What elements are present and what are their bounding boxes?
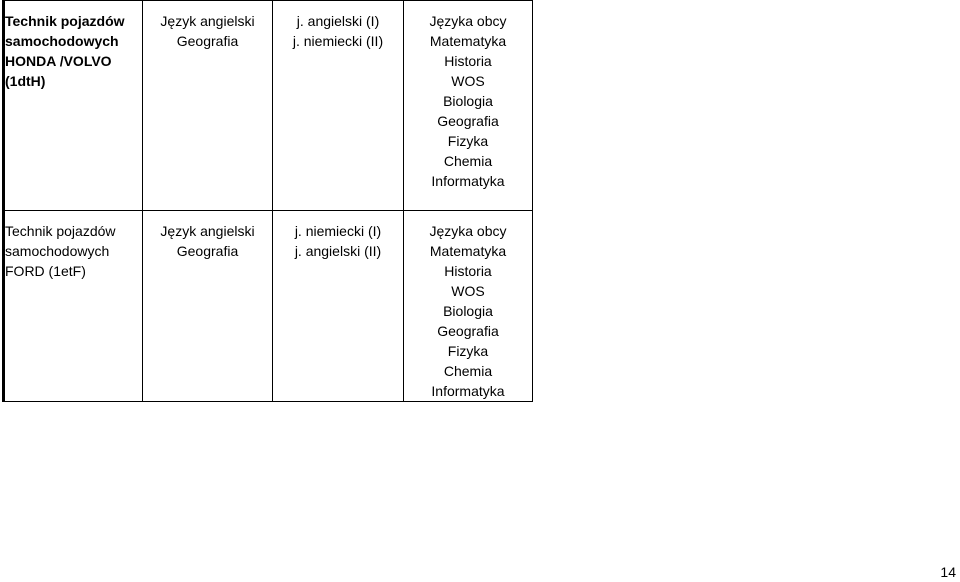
competition-subject: Matematyka bbox=[429, 33, 507, 49]
table-row bbox=[5, 211, 683, 402]
competition-subject: Historia bbox=[444, 53, 492, 69]
profession-name: Technik pojazdów samochodowych HONDA /VOLVO (1dtH) bbox=[5, 13, 125, 89]
extended-subject: Język angielski bbox=[160, 223, 255, 239]
class-profiles-table bbox=[4, 0, 683, 402]
profession-cell bbox=[5, 1, 143, 211]
extended-subjects-cell bbox=[143, 211, 273, 402]
competition-subject: Informatyka bbox=[431, 173, 505, 189]
competition-subject: WOS bbox=[451, 73, 485, 89]
competition-subject: Języka obcy bbox=[429, 13, 507, 29]
languages-cell bbox=[273, 1, 404, 211]
language: j. niemiecki (II) bbox=[292, 33, 384, 49]
competition-subjects-cell bbox=[404, 211, 533, 402]
competition-subject: Biologia bbox=[443, 93, 493, 109]
competition-subject: Chemia bbox=[443, 363, 493, 379]
competition-subject: Informatyka bbox=[431, 383, 505, 399]
extended-subject: Geografia bbox=[176, 243, 239, 259]
competition-subject: Fizyka bbox=[447, 133, 489, 149]
page-number: 14 bbox=[940, 564, 956, 580]
language: j. angielski (I) bbox=[296, 13, 380, 29]
competition-subjects-cell bbox=[404, 1, 533, 211]
table-row bbox=[5, 1, 683, 211]
languages-cell bbox=[273, 211, 404, 402]
extended-subject: Język angielski bbox=[160, 13, 255, 29]
competition-subject: Języka obcy bbox=[429, 223, 507, 239]
competition-subject: Historia bbox=[444, 263, 492, 279]
competition-subject: WOS bbox=[451, 283, 485, 299]
extended-subject: Geografia bbox=[176, 33, 239, 49]
extended-subjects-cell bbox=[143, 1, 273, 211]
competition-subject: Biologia bbox=[443, 303, 493, 319]
competition-subject: Geografia bbox=[437, 113, 499, 129]
language: j. niemiecki (I) bbox=[294, 223, 382, 239]
language: j. angielski (II) bbox=[294, 243, 382, 259]
profession-cell bbox=[5, 211, 143, 402]
competition-subject: Chemia bbox=[443, 153, 493, 169]
competition-subject: Fizyka bbox=[447, 343, 489, 359]
competition-subject: Matematyka bbox=[429, 243, 507, 259]
profession-name: Technik pojazdów samochodowych FORD (1etF) bbox=[5, 223, 116, 279]
competition-subject: Geografia bbox=[437, 323, 499, 339]
